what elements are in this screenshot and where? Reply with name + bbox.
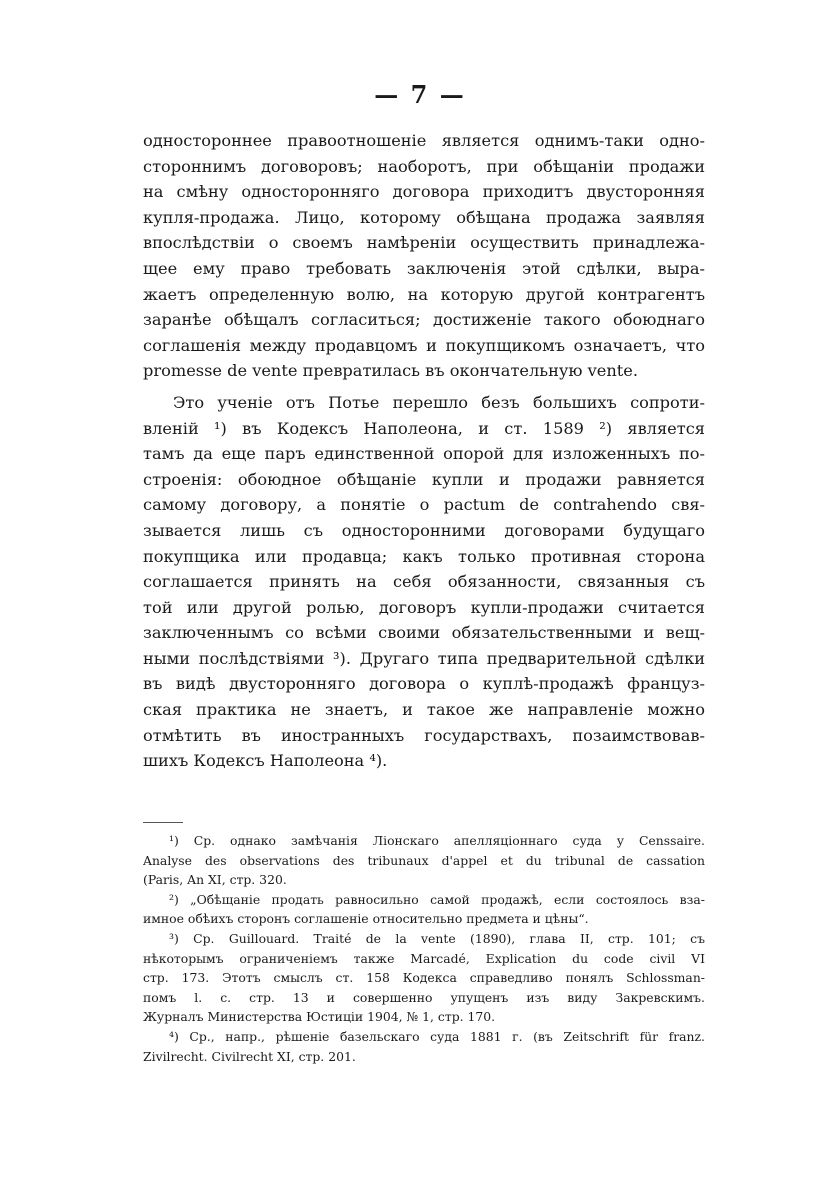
text-line: Это ученіе отъ Потье перешло безъ большихъ сопроти-	[173, 392, 705, 412]
text-line: зывается лишь съ односторонними договорами будущаго	[143, 520, 705, 540]
page-number: — 7 —	[374, 80, 466, 109]
footnote-line: Zivilrecht. Civilrecht XI, стр. 201.	[143, 1048, 356, 1064]
text-line: одностороннее правоотношеніе является однимъ-таки одно-	[143, 131, 705, 150]
text-line: впослѣдствіи о своемъ намѣреніи осуществить принадлежа-	[143, 233, 705, 253]
footnote-line: нѣкоторымъ ограниченіемъ также Marcadé, Explication du code civil VI	[143, 950, 705, 966]
footnote-line: стр. 173. Этотъ смыслъ ст. 158 Кодекса справедливо понялъ Schlossman-	[143, 970, 705, 986]
text-line: строенія: обоюдное обѣщаніе купли и продажи равняется	[143, 469, 705, 489]
text-line: заключеннымъ со всѣми своими обязательственными и вещ-	[143, 623, 705, 643]
text-line: promesse de vente превратилась въ окончательную vente.	[143, 361, 639, 381]
text-line: той или другой ролью, договоръ купли-продажи считается	[143, 597, 705, 617]
footnote-line: помъ l. c. стр. 13 и совершенно упущенъ изъ виду Закревскимъ.	[143, 989, 705, 1005]
text-line: заранѣе обѣщалъ согласиться; достиженіе такого обоюднаго	[143, 310, 705, 330]
body-text	[143, 128, 705, 774]
footnote-line: ¹) Ср. однако замѣчанія Ліонскаго апелляціоннаго суда у Censsaire.	[169, 833, 705, 848]
text-line: купля-продажа. Лицо, которому обѣщана продажа заявляя	[143, 207, 705, 227]
footnote-line: ³) Ср. Guillouard. Traité de la vente (1890), глава II, стр. 101; съ	[169, 930, 705, 946]
text-line: покупщика или продавца; какъ только противная сторона	[143, 546, 705, 566]
text-line: соглашается принять на себя обязанности, связанныя съ	[143, 572, 705, 592]
text-line: отмѣтить въ иностранныхъ государствахъ, позаимствовав-	[143, 725, 705, 745]
text-line: на смѣну односторонняго договора приходитъ двусторонняя	[143, 182, 705, 202]
text-line: ская практика не знаетъ, и такое же направленіе можно	[143, 700, 705, 720]
text-line: жаетъ определенную волю, на которую другой контрагентъ	[143, 284, 705, 304]
text-line: ными послѣдствіями ³). Другаго типа предварительной сдѣлки	[143, 648, 705, 668]
footnote-line: имное обѣихъ сторонъ соглашеніе относительно предмета и цѣны“.	[143, 911, 589, 927]
text-line: соглашенія между продавцомъ и покупщикомъ означаетъ, что	[143, 335, 705, 355]
footnote-line: Журналъ Министерства Юстиціи 1904, № 1, стр. 170.	[143, 1009, 496, 1025]
text-line: шихъ Кодексъ Наполеона ⁴).	[143, 751, 388, 771]
footnotes	[143, 831, 705, 1066]
footnote-line: Analyse des observations des tribunaux d'appel et du tribunal de cassation	[143, 852, 705, 868]
text-line: самому договору, а понятіе о pactum de contrahendo свя-	[143, 495, 705, 515]
text-line: въ видѣ двусторонняго договора о куплѣ-продажѣ француз-	[143, 674, 705, 694]
text-line: тамъ да еще паръ единственной опорой для изложенныхъ по-	[143, 444, 705, 464]
footnote-line: ²) „Обѣщаніе продать равносильно самой продажѣ, если состоялось вза-	[169, 891, 705, 907]
paragraph-2	[143, 390, 705, 774]
text-line: щее ему право требовать заключенія этой сдѣлки, выра-	[143, 258, 705, 278]
text-line: стороннимъ договоровъ; наоборотъ, при обѣщаніи продажи	[143, 156, 705, 176]
text-line: вленій ¹) въ Кодексъ Наполеона, и ст. 1589 ²) является	[143, 418, 705, 438]
footnote-line: ⁴) Ср., напр., рѣшеніе базельскаго суда 1881 г. (въ Zeitschrift für franz.	[169, 1028, 705, 1044]
paragraph-1	[143, 128, 705, 384]
footnote-line: (Paris, An XI, стр. 320.	[143, 872, 287, 888]
footnote-divider	[143, 822, 183, 823]
